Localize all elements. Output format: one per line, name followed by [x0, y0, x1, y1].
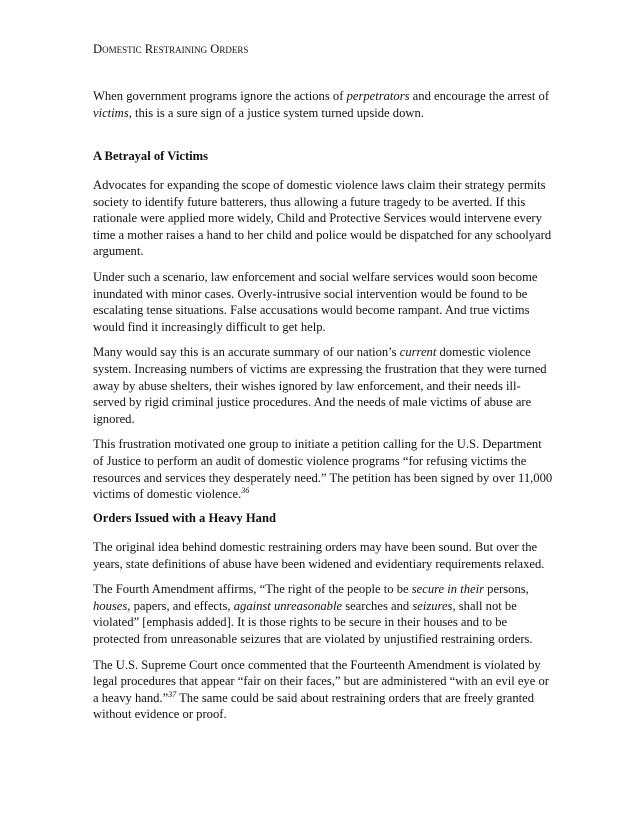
paragraph [93, 581, 553, 647]
paragraph-text: domestic violence system. Increasing numbers of victims are expressing the frustration that they were turned away by abuse shelters, their wishes ignored by law enforcement, and their needs ill-served by rigid criminal justice procedures. And the needs of male victims of abuse are ignored. [93, 345, 547, 426]
paragraph: Advocates for expanding the scope of domestic violence laws claim their strategy permits society to identify future batterers, thus allowing a future tragedy to be averted. If this rationale were applied more widely, Child and Protective Services would intervene every time a mother raises a hand to her child and police would be dispatched for any schoolyard argument. [93, 178, 552, 259]
emphasis: seizures [412, 598, 453, 613]
paragraph-text: The same could be said about restraining orders that are freely granted without evidence or proof. [93, 690, 535, 722]
footnote-ref: 36 [241, 485, 250, 495]
running-header: Domestic Restraining Orders [93, 42, 249, 56]
paragraph [93, 657, 553, 723]
section-heavy-hand [93, 539, 553, 732]
paragraph-text: searches and [342, 598, 413, 613]
emphasis: secure in their [411, 582, 485, 597]
paragraph-text: , shall not be violated” [emphasis added]. It is those rights to be secure in their houses and to be protected from unreasonable seizures that are violated by unjustified restraining orders. [93, 598, 533, 646]
paragraph-text: The U.S. Supreme Court once commented that the Fourteenth Amendment is violated by legal procedures that appear “fair on their faces,” but are administered “with an evil eye or a heavy hand.” [93, 657, 549, 705]
paragraph: Under such a scenario, law enforcement and social welfare services would soon become inundated with minor cases. Overly-intrusive social intervention would be found to be escalating tense situations. False accusations would become rampant. And true victims would find it increasingly difficult to get help. [93, 269, 538, 334]
intro-text: When government programs ignore the actions of [93, 89, 347, 103]
intro-emphasis-perpetrators: perpetrators [346, 89, 410, 103]
paragraph [93, 344, 553, 427]
paragraph [93, 436, 553, 502]
emphasis: against unreasonable [233, 598, 343, 613]
intro-text: , this is a sure sign of a justice system turned upside down. [128, 105, 424, 120]
intro-paragraph [93, 88, 553, 121]
section-betrayal [93, 177, 553, 512]
section-heading-heavy-hand: Orders Issued with a Heavy Hand [93, 511, 276, 525]
intro-emphasis-victims: victims [93, 105, 129, 120]
footnote-ref: 37 [168, 689, 177, 699]
paragraph: The original idea behind domestic restraining orders may have been sound. But over the years, state definitions of abuse have been widened and evidentiary requirements relaxed. [93, 540, 545, 571]
emphasis: houses [93, 598, 128, 613]
intro-text: and encourage the arrest of [409, 89, 550, 103]
section-heading-betrayal: A Betrayal of Victims [93, 149, 209, 163]
paragraph-text: , papers, and effects, [127, 598, 234, 613]
paragraph-text: Many would say this is an accurate summary of our nation’s [93, 345, 400, 360]
paragraph-text: This frustration motivated one group to initiate a petition calling for the U.S. Department of Justice to perform an audit of domestic violence programs “for refusing victims the resources and services they desperately need.” The petition has been signed by over 11,000 victims of domestic violence. [93, 437, 553, 502]
emphasis-current: current [399, 345, 437, 360]
paragraph-text: The Fourth Amendment affirms, “The right of the people to be [93, 582, 412, 597]
paragraph-text: persons, [484, 582, 529, 597]
